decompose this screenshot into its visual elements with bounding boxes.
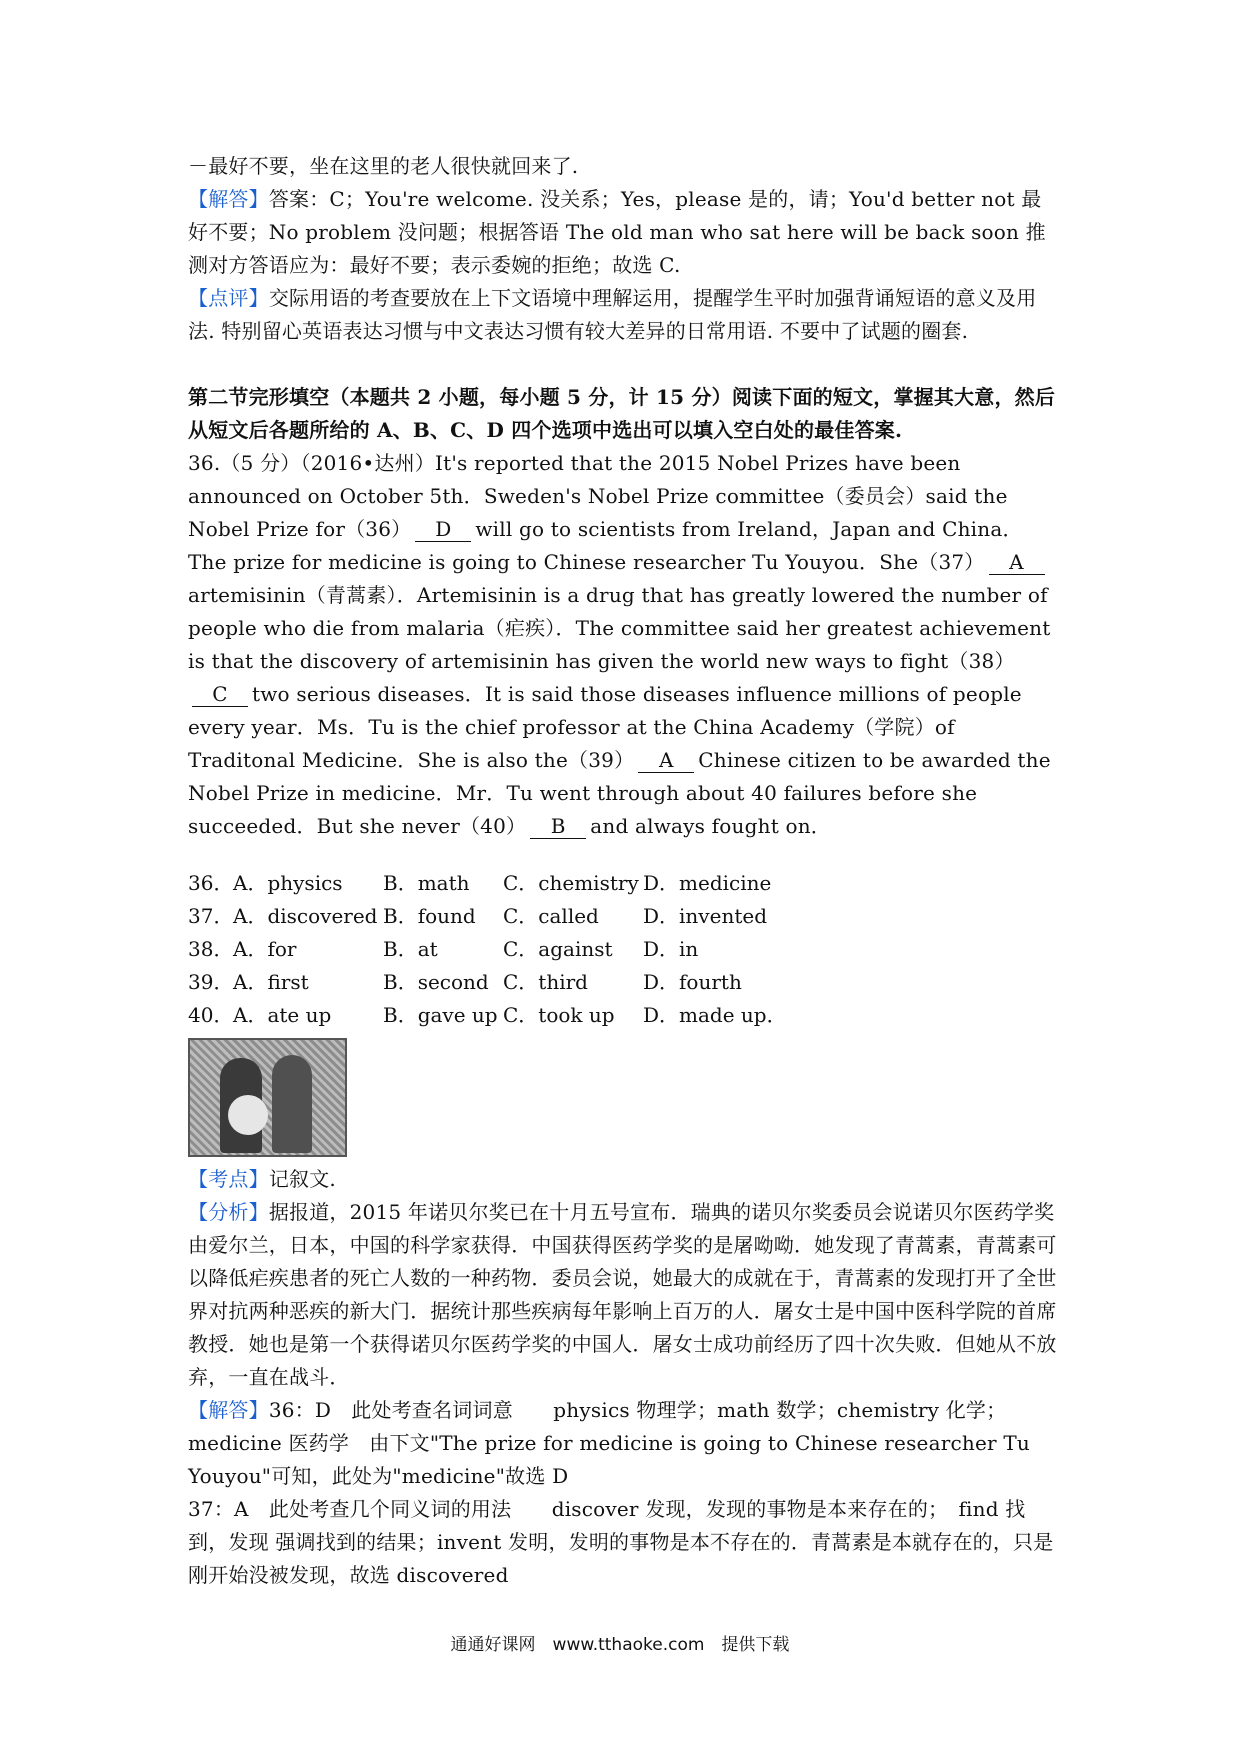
option-d: D．medicine — [643, 871, 772, 895]
option-row-36 — [188, 867, 1058, 900]
question-number: 40． — [188, 1003, 234, 1027]
option-d: D．in — [643, 937, 699, 961]
passage-text: artemisinin（青蒿素）．Artemisinin is a drug that has greatly lowered the number of people who die from malaria（疟疾）．The committee said her greatest achievement is that the discovery of artemisinin has given the world new ways to fight（38） — [188, 583, 1051, 673]
option-a: A．physics — [233, 871, 343, 895]
solution-paragraph-36 — [188, 1394, 1058, 1493]
option-c: C．took up — [503, 1003, 615, 1027]
option-d: D．invented — [643, 904, 768, 928]
comment-paragraph — [188, 282, 1058, 348]
answer-text: 答案：C；You're welcome. 没关系；Yes，please 是的，请；You'd better not 最好不要；No problem 没问题；根据答语 The old man who sat here will be back soon 推测对方答语应为：最好不要；表示委婉的拒绝；故选 C. — [188, 187, 1046, 277]
kaodian-text: 记叙文. — [268, 1167, 336, 1191]
answer-blank-37: A — [989, 550, 1045, 575]
option-c: C．against — [503, 937, 613, 961]
passage-text: Chinese citizen to be awarded the Nobel Prize in medicine．Mr．Tu went through about 40 failures before she succeeded．But she never（40） — [188, 748, 1051, 838]
analysis-paragraph — [188, 1196, 1058, 1394]
answer-paragraph — [188, 183, 1058, 282]
option-row-40 — [188, 999, 1058, 1032]
question-number: 36． — [188, 871, 234, 895]
option-a: A．discovered — [233, 904, 378, 928]
kaodian-tag: 【考点】 — [188, 1167, 269, 1191]
question-number: 39． — [188, 970, 234, 994]
page-footer: 通通好课网 www.tthaoke.com 提供下载 — [450, 1635, 790, 1655]
document-body — [188, 150, 1058, 1592]
answer-tag: 【解答】 — [188, 187, 269, 211]
option-b: B．found — [383, 904, 476, 928]
passage-text: and always fought on． — [590, 814, 832, 838]
cloze-passage — [188, 447, 1058, 843]
photo-image — [188, 1038, 347, 1157]
options-list — [188, 867, 1058, 1032]
section-heading: 第二节完形填空（本题共 2 小题，每小题 5 分，计 15 分）阅读下面的短文，掌握其大意，然后从短文后各题所给的 A、B、C、D 四个选项中选出可以填入空白处的最佳答案. — [188, 385, 1056, 442]
answer-blank-36: D — [415, 517, 471, 542]
option-c: C．third — [503, 970, 588, 994]
option-row-39 — [188, 966, 1058, 999]
option-d: D．made up． — [643, 1003, 787, 1027]
passage-text: will go to scientists from Ireland，Japan and China．The prize for medicine is going to Chinese researcher Tu Youyou．She（37） — [188, 517, 1023, 574]
option-a: A．ate up — [233, 1003, 332, 1027]
solution-paragraph-37: 37：A 此处考查几个同义词的用法 discover 发现，发现的事物是本来存在的； find 找到，发现 强调找到的结果；invent 发明，发明的事物是本不存在的．青蒿素是本就存在的，只是刚开始没被发现，故选 discovered — [188, 1497, 1054, 1587]
option-a: A．for — [233, 937, 297, 961]
passage-text: 36.（5 分）（2016•达州）It's reported that the 2015 Nobel Prizes have been announced on October 5th．Sweden's Nobel Prize committee（委员会）said the Nobel Prize for（36） — [188, 451, 1008, 541]
kaodian-paragraph — [188, 1163, 1058, 1196]
analysis-tag: 【分析】 — [188, 1200, 269, 1224]
option-b: B．second — [383, 970, 489, 994]
analysis-text: 据报道，2015 年诺贝尔奖已在十月五号宣布．瑞典的诺贝尔奖委员会说诺贝尔医药学奖由爱尔兰，日本，中国的科学家获得．中国获得医药学奖的是屠呦呦．她发现了青蒿素，青蒿素可以降低疟疾患者的死亡人数的一种药物．委员会说，她最大的成就在于，青蒿素的发现打开了全世界对抗两种恶疾的新大门．据统计那些疾病每年影响上百万的人．屠女士是中国中医科学院的首席教授．她也是第一个获得诺贝尔医药学奖的中国人．屠女士成功前经历了四十次失败．但她从不放弃，一直在战斗． — [188, 1200, 1057, 1389]
option-b: B．gave up — [383, 1003, 498, 1027]
solution-text-36: 36：D 此处考查名词词意 physics 物理学；math 数学；chemistry 化学；medicine 医药学 由下文"The prize for medicine is going to Chinese researcher Tu Youyou"可知，此处为"medicine"故选 D — [188, 1398, 1030, 1488]
answer-blank-39: A — [638, 748, 694, 773]
option-a: A．first — [233, 970, 309, 994]
option-b: B．math — [383, 871, 470, 895]
answer-blank-38: C — [192, 682, 248, 707]
comment-text: 交际用语的考查要放在上下文语境中理解运用，提醒学生平时加强背诵短语的意义及用法. 特别留心英语表达习惯与中文表达习惯有较大差异的日常用语. 不要中了试题的圈套. — [188, 286, 1037, 343]
question-number: 38． — [188, 937, 234, 961]
option-b: B．at — [383, 937, 438, 961]
question-number: 37． — [188, 904, 234, 928]
solution-tag: 【解答】 — [188, 1398, 269, 1422]
option-d: D．fourth — [643, 970, 742, 994]
passage-text: two serious diseases．It is said those diseases influence millions of people every year．Ms．Tu is the chief professor at the China Academy（学院）of Traditonal Medicine．She is also the（39） — [188, 682, 1022, 772]
dialogue-line: －最好不要，坐在这里的老人很快就回来了. — [188, 154, 579, 178]
option-row-37 — [188, 900, 1058, 933]
comment-tag: 【点评】 — [188, 286, 269, 310]
option-row-38 — [188, 933, 1058, 966]
answer-blank-40: B — [530, 814, 586, 839]
option-c: C．chemistry — [503, 871, 639, 895]
option-c: C．called — [503, 904, 599, 928]
